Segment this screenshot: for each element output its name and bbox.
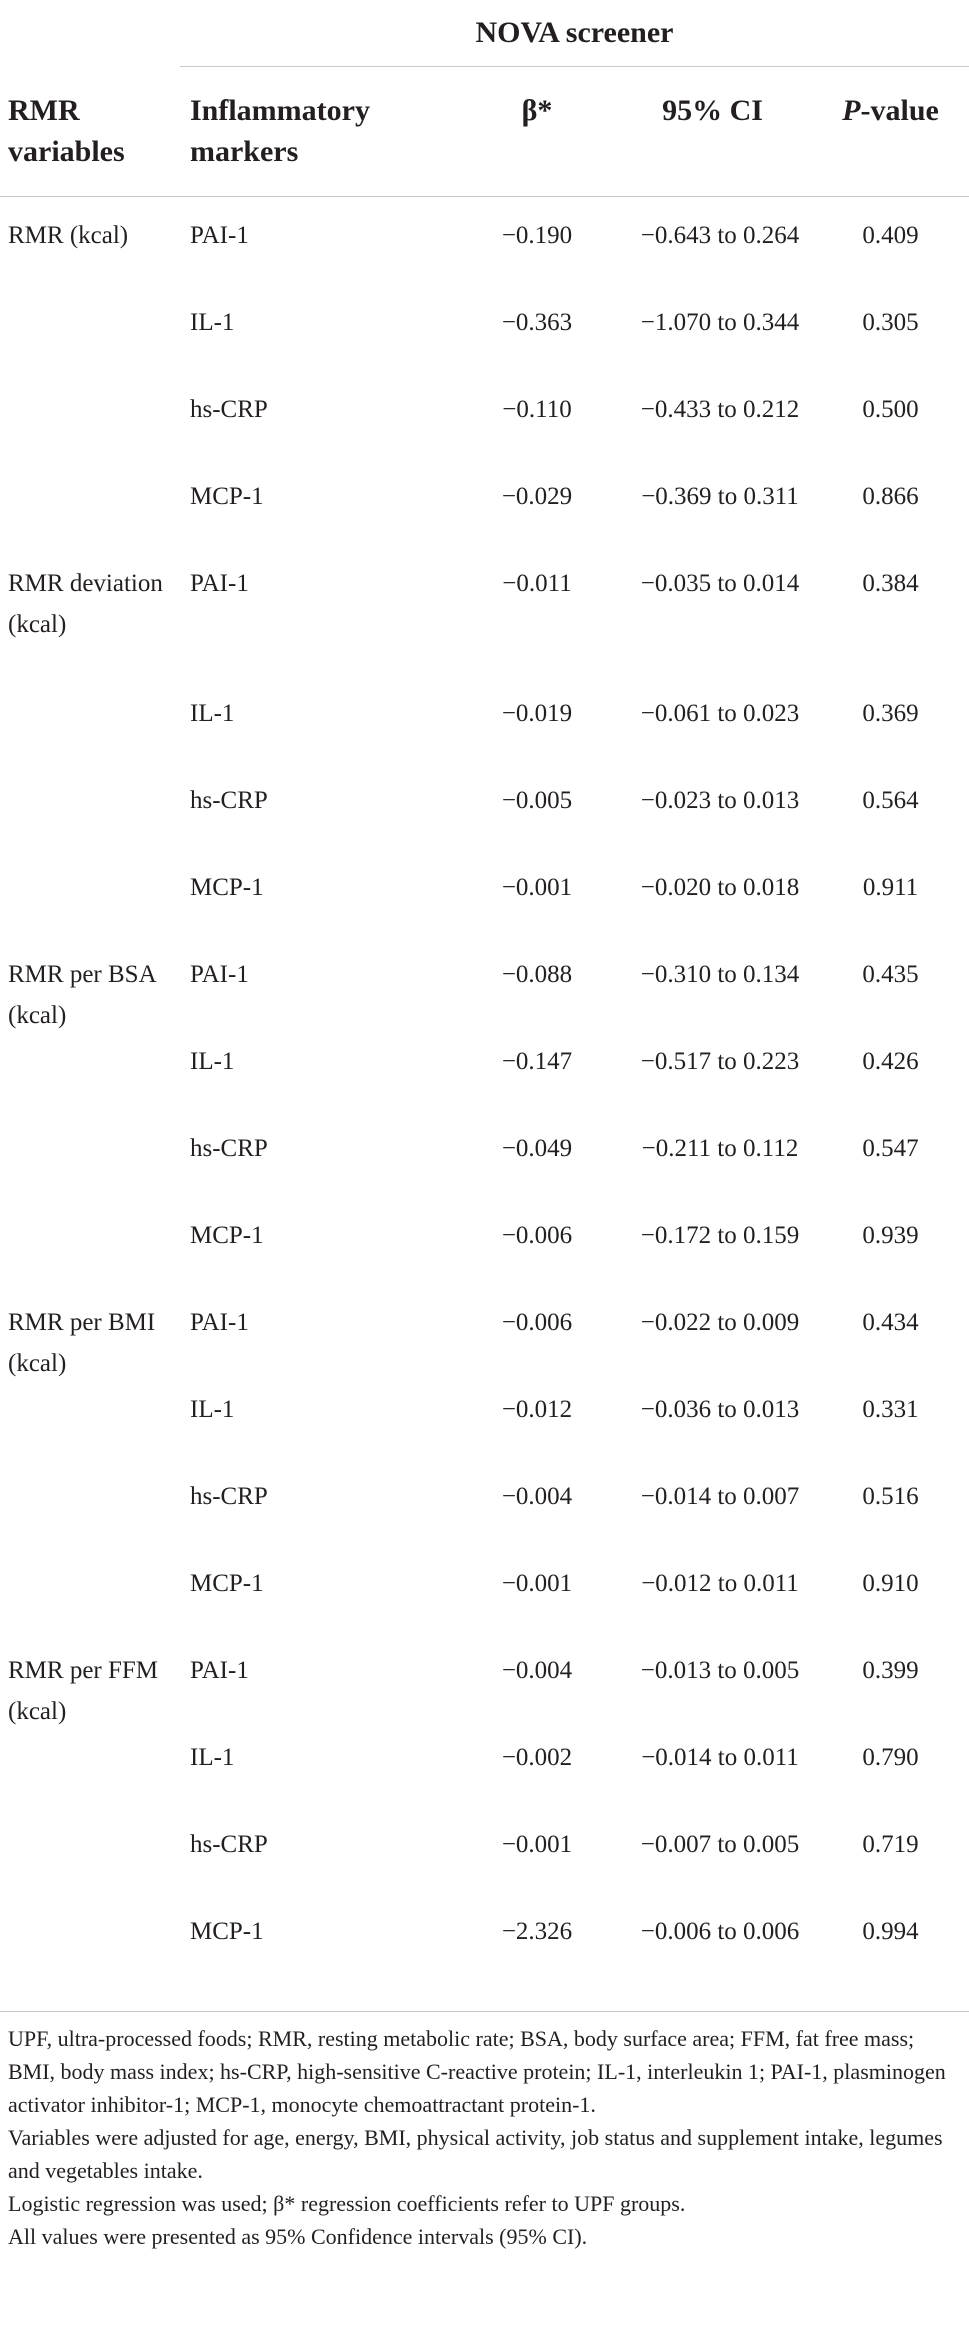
beta-cell: −0.088	[501, 961, 573, 988]
table-row	[0, 563, 969, 693]
inflammatory-marker-cell: MCP-1	[190, 1918, 264, 1945]
p-value-italic: P	[842, 94, 861, 127]
inflammatory-marker-cell: PAI-1	[190, 961, 249, 988]
table-row	[0, 1389, 969, 1476]
beta-cell: −0.110	[502, 396, 572, 423]
inflammatory-marker-cell: IL-1	[190, 1048, 235, 1075]
rmr-variable-cell: RMR (kcal)	[8, 222, 129, 249]
beta-cell: −0.006	[501, 1222, 573, 1249]
inflammatory-marker-cell: MCP-1	[190, 874, 264, 901]
beta-cell: −0.011	[502, 570, 572, 597]
footer-rule	[0, 2011, 969, 2012]
col-header-ci: 95% CI	[662, 94, 763, 127]
beta-cell: −0.006	[501, 1309, 573, 1336]
beta-cell: −0.005	[501, 787, 573, 814]
p-value-cell: 0.994	[862, 1918, 919, 1945]
ci-cell: −0.310 to 0.134	[640, 961, 800, 988]
beta-cell: −0.190	[501, 222, 573, 249]
inflammatory-marker-cell: PAI-1	[190, 570, 249, 597]
footnote-adjustment: Variables were adjusted for age, energy, BMI, physical activity, job status and supplement intake, legumes and vegetables intake.	[8, 2125, 943, 2183]
header-rule	[0, 196, 969, 197]
table-body	[0, 215, 969, 1998]
p-value-cell: 0.426	[862, 1048, 919, 1075]
p-value-cell: 0.911	[862, 874, 919, 901]
table-row	[0, 476, 969, 563]
beta-cell: −0.004	[501, 1483, 573, 1510]
p-value-cell: 0.369	[862, 700, 919, 727]
inflammatory-marker-cell: IL-1	[190, 1396, 235, 1423]
p-value-cell: 0.790	[862, 1744, 919, 1771]
ci-cell: −0.211 to 0.112	[641, 1135, 799, 1162]
beta-cell: −0.049	[501, 1135, 573, 1162]
ci-cell: −0.013 to 0.005	[640, 1657, 800, 1684]
table-row	[0, 1476, 969, 1563]
inflammatory-marker-cell: hs-CRP	[190, 1483, 268, 1510]
beta-cell: −0.001	[501, 1831, 573, 1858]
table-row	[0, 215, 969, 302]
beta-cell: −2.326	[501, 1918, 573, 1945]
inflammatory-marker-cell: PAI-1	[190, 222, 249, 249]
table-row	[0, 867, 969, 954]
p-value-cell: 0.434	[862, 1309, 919, 1336]
ci-cell: −0.012 to 0.011	[641, 1570, 799, 1597]
col-header-inflammatory-markers: Inflammatory markers	[190, 94, 370, 168]
rmr-variable-cell: RMR per FFM (kcal)	[8, 1657, 159, 1725]
inflammatory-marker-cell: IL-1	[190, 700, 235, 727]
table-row	[0, 1563, 969, 1650]
table-row	[0, 1737, 969, 1824]
p-value-cell: 0.516	[862, 1483, 919, 1510]
beta-cell: −0.004	[501, 1657, 573, 1684]
p-value-cell: 0.305	[862, 309, 919, 336]
table-row	[0, 1302, 969, 1389]
ci-cell: −0.433 to 0.212	[640, 396, 800, 423]
ci-cell: −0.022 to 0.009	[640, 1309, 800, 1336]
table-row	[0, 780, 969, 867]
inflammatory-marker-cell: MCP-1	[190, 1222, 264, 1249]
footnote-abbreviations: UPF, ultra-processed foods; RMR, resting metabolic rate; BSA, body surface area; FFM, fat free mass; BMI, body mass index; hs-CRP, high-sensitive C-reactive protein; IL-1, interleukin 1; PAI-1, plasminogen activator inhibitor-1; MCP-1, monocyte chemoattractant protein-1.	[8, 2026, 946, 2117]
ci-cell: −0.643 to 0.264	[640, 222, 800, 249]
inflammatory-marker-cell: PAI-1	[190, 1657, 249, 1684]
ci-cell: −0.007 to 0.005	[640, 1831, 800, 1858]
beta-cell: −0.363	[501, 309, 573, 336]
beta-cell: −0.002	[501, 1744, 573, 1771]
p-value-cell: 0.399	[862, 1657, 919, 1684]
ci-cell: −0.172 to 0.159	[640, 1222, 800, 1249]
table-row	[0, 302, 969, 389]
rmr-variable-cell: RMR per BSA (kcal)	[8, 961, 156, 1029]
inflammatory-marker-cell: hs-CRP	[190, 396, 268, 423]
group-header: NOVA screener	[475, 16, 674, 49]
p-value-cell: 0.409	[862, 222, 919, 249]
group-header-rule	[180, 66, 969, 67]
col-header-beta: β*	[521, 94, 553, 127]
table-row	[0, 1041, 969, 1128]
beta-cell: −0.019	[501, 700, 573, 727]
ci-cell: −0.369 to 0.311	[641, 483, 799, 510]
table-row	[0, 1911, 969, 1998]
inflammatory-marker-cell: IL-1	[190, 1744, 235, 1771]
ci-cell: −0.020 to 0.018	[640, 874, 800, 901]
table-row	[0, 1650, 969, 1737]
p-value-cell: 0.500	[862, 396, 919, 423]
beta-cell: −0.029	[501, 483, 573, 510]
table-row	[0, 954, 969, 1041]
col-header-rmr-variables: RMR variables	[8, 94, 125, 168]
p-value-cell: 0.435	[862, 961, 919, 988]
p-value-cell: 0.910	[862, 1570, 919, 1597]
table-row	[0, 1215, 969, 1302]
inflammatory-marker-cell: PAI-1	[190, 1309, 249, 1336]
inflammatory-marker-cell: hs-CRP	[190, 787, 268, 814]
table-row	[0, 1128, 969, 1215]
ci-cell: −0.061 to 0.023	[640, 700, 800, 727]
footnote-ci: All values were presented as 95% Confidence intervals (95% CI).	[8, 2224, 588, 2249]
table-row	[0, 1824, 969, 1911]
ci-cell: −0.023 to 0.013	[640, 787, 800, 814]
inflammatory-marker-cell: MCP-1	[190, 1570, 264, 1597]
table-row	[0, 693, 969, 780]
footnote-regression: Logistic regression was used; β* regression coefficients refer to UPF groups.	[8, 2191, 686, 2216]
rmr-variable-cell: RMR deviation (kcal)	[8, 570, 163, 638]
p-value-cell: 0.331	[862, 1396, 919, 1423]
beta-cell: −0.147	[501, 1048, 573, 1075]
rmr-variable-cell: RMR per BMI (kcal)	[8, 1309, 156, 1377]
ci-cell: −0.035 to 0.014	[640, 570, 800, 597]
beta-cell: −0.001	[501, 1570, 573, 1597]
p-value-cell: 0.866	[862, 483, 919, 510]
p-value-cell: 0.719	[862, 1831, 919, 1858]
p-value-suffix: -value	[860, 94, 939, 127]
beta-cell: −0.001	[501, 874, 573, 901]
beta-cell: −0.012	[501, 1396, 573, 1423]
ci-cell: −0.006 to 0.006	[640, 1918, 800, 1945]
ci-cell: −1.070 to 0.344	[640, 309, 800, 336]
inflammatory-marker-cell: hs-CRP	[190, 1135, 268, 1162]
p-value-cell: 0.564	[862, 787, 919, 814]
inflammatory-marker-cell: MCP-1	[190, 483, 264, 510]
inflammatory-marker-cell: hs-CRP	[190, 1831, 268, 1858]
col-header-p-value	[812, 90, 969, 131]
ci-cell: −0.036 to 0.013	[640, 1396, 800, 1423]
ci-cell: −0.014 to 0.007	[640, 1483, 800, 1510]
ci-cell: −0.517 to 0.223	[640, 1048, 800, 1075]
p-value-cell: 0.939	[862, 1222, 919, 1249]
p-value-cell: 0.384	[862, 570, 919, 597]
inflammatory-marker-cell: IL-1	[190, 309, 235, 336]
p-value-cell: 0.547	[862, 1135, 919, 1162]
ci-cell: −0.014 to 0.011	[641, 1744, 799, 1771]
table-row	[0, 389, 969, 476]
footnotes	[8, 2022, 963, 2253]
